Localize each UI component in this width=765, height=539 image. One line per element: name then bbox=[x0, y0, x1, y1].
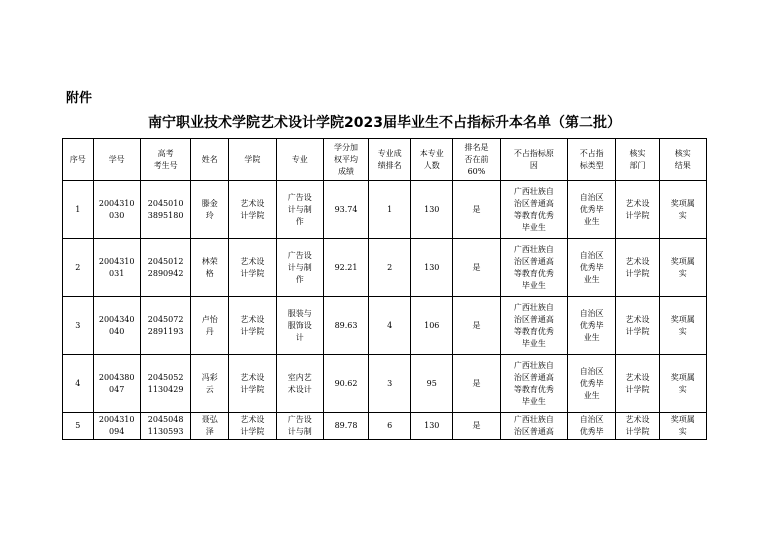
column-header-reason: 不占指标原 因 bbox=[500, 139, 567, 181]
column-header-major: 专业 bbox=[276, 139, 323, 181]
cell-reason: 广西壮族自 治区普通高 bbox=[500, 413, 567, 440]
column-header-student_no: 学号 bbox=[93, 139, 140, 181]
attachment-label: 附件 bbox=[66, 91, 93, 106]
cell-gpa: 93.74 bbox=[323, 181, 368, 239]
cell-rank: 6 bbox=[369, 413, 411, 440]
column-header-top60: 排名是 否在前 60% bbox=[453, 139, 500, 181]
cell-exam_no: 2045052 1130429 bbox=[140, 355, 191, 413]
cell-type: 自治区 优秀毕 bbox=[568, 413, 616, 440]
cell-top60: 是 bbox=[453, 239, 500, 297]
cell-major: 服装与 服饰设 计 bbox=[276, 297, 323, 355]
cell-name: 林荣 格 bbox=[191, 239, 229, 297]
cell-count: 95 bbox=[411, 355, 453, 413]
header-row bbox=[63, 139, 707, 181]
cell-gpa: 89.63 bbox=[323, 297, 368, 355]
cell-dept: 艺术设 计学院 bbox=[616, 355, 659, 413]
cell-exam_no: 2045048 1130593 bbox=[140, 413, 191, 440]
cell-type: 自治区 优秀毕 业生 bbox=[568, 239, 616, 297]
cell-name: 卢怡 丹 bbox=[191, 297, 229, 355]
cell-gpa: 92.21 bbox=[323, 239, 368, 297]
cell-result: 奖项属 实 bbox=[659, 355, 706, 413]
cell-dept: 艺术设 计学院 bbox=[616, 413, 659, 440]
cell-major: 广告设 计与制 作 bbox=[276, 181, 323, 239]
cell-seq: 5 bbox=[63, 413, 94, 440]
cell-top60: 是 bbox=[453, 413, 500, 440]
cell-rank: 1 bbox=[369, 181, 411, 239]
cell-student_no: 2004310 094 bbox=[93, 413, 140, 440]
table-row bbox=[63, 239, 707, 297]
cell-major: 室内艺 术设计 bbox=[276, 355, 323, 413]
cell-college: 艺术设 计学院 bbox=[229, 413, 276, 440]
cell-top60: 是 bbox=[453, 181, 500, 239]
cell-count: 130 bbox=[411, 181, 453, 239]
cell-result: 奖项属 实 bbox=[659, 297, 706, 355]
cell-major: 广告设 计与制 bbox=[276, 413, 323, 440]
cell-dept: 艺术设 计学院 bbox=[616, 297, 659, 355]
cell-rank: 4 bbox=[369, 297, 411, 355]
cell-student_no: 2004340 040 bbox=[93, 297, 140, 355]
cell-college: 艺术设 计学院 bbox=[229, 355, 276, 413]
cell-exam_no: 2045072 2891193 bbox=[140, 297, 191, 355]
cell-type: 自治区 优秀毕 业生 bbox=[568, 297, 616, 355]
cell-reason: 广西壮族自 治区普通高 等教育优秀 毕业生 bbox=[500, 297, 567, 355]
cell-result: 奖项属 实 bbox=[659, 239, 706, 297]
cell-college: 艺术设 计学院 bbox=[229, 239, 276, 297]
cell-top60: 是 bbox=[453, 297, 500, 355]
cell-reason: 广西壮族自 治区普通高 等教育优秀 毕业生 bbox=[500, 239, 567, 297]
column-header-type: 不占指 标类型 bbox=[568, 139, 616, 181]
column-header-exam_no: 高考 考生号 bbox=[140, 139, 191, 181]
cell-seq: 4 bbox=[63, 355, 94, 413]
cell-college: 艺术设 计学院 bbox=[229, 297, 276, 355]
cell-name: 滕金 玲 bbox=[191, 181, 229, 239]
cell-count: 130 bbox=[411, 239, 453, 297]
cell-exam_no: 2045010 3895180 bbox=[140, 181, 191, 239]
column-header-college: 学院 bbox=[229, 139, 276, 181]
cell-dept: 艺术设 计学院 bbox=[616, 239, 659, 297]
cell-top60: 是 bbox=[453, 355, 500, 413]
document-title: 南宁职业技术学院艺术设计学院2023届毕业生不占指标升本名单（第二批） bbox=[148, 115, 621, 131]
cell-rank: 3 bbox=[369, 355, 411, 413]
cell-result: 奖项属 实 bbox=[659, 181, 706, 239]
cell-result: 奖项属 实 bbox=[659, 413, 706, 440]
cell-gpa: 90.62 bbox=[323, 355, 368, 413]
column-header-result: 核实 结果 bbox=[659, 139, 706, 181]
column-header-seq: 序号 bbox=[63, 139, 94, 181]
cell-dept: 艺术设 计学院 bbox=[616, 181, 659, 239]
column-header-gpa: 学分加 权平均 成绩 bbox=[323, 139, 368, 181]
cell-name: 冯彩 云 bbox=[191, 355, 229, 413]
column-header-dept: 核实 部门 bbox=[616, 139, 659, 181]
column-header-rank: 专业成 绩排名 bbox=[369, 139, 411, 181]
cell-seq: 3 bbox=[63, 297, 94, 355]
cell-seq: 1 bbox=[63, 181, 94, 239]
cell-exam_no: 2045012 2890942 bbox=[140, 239, 191, 297]
cell-type: 自治区 优秀毕 业生 bbox=[568, 355, 616, 413]
cell-type: 自治区 优秀毕 业生 bbox=[568, 181, 616, 239]
cell-reason: 广西壮族自 治区普通高 等教育优秀 毕业生 bbox=[500, 181, 567, 239]
table-body bbox=[63, 181, 707, 440]
cell-gpa: 89.78 bbox=[323, 413, 368, 440]
cell-reason: 广西壮族自 治区普通高 等教育优秀 毕业生 bbox=[500, 355, 567, 413]
cell-rank: 2 bbox=[369, 239, 411, 297]
cell-student_no: 2004310 031 bbox=[93, 239, 140, 297]
column-header-name: 姓名 bbox=[191, 139, 229, 181]
cell-count: 106 bbox=[411, 297, 453, 355]
cell-student_no: 2004310 030 bbox=[93, 181, 140, 239]
table-row bbox=[63, 355, 707, 413]
column-header-count: 本专业 人数 bbox=[411, 139, 453, 181]
cell-seq: 2 bbox=[63, 239, 94, 297]
table-row bbox=[63, 297, 707, 355]
roster-table bbox=[62, 138, 707, 440]
table-row bbox=[63, 413, 707, 440]
cell-count: 130 bbox=[411, 413, 453, 440]
cell-name: 聂弘 泽 bbox=[191, 413, 229, 440]
table-row bbox=[63, 181, 707, 239]
cell-student_no: 2004380 047 bbox=[93, 355, 140, 413]
cell-college: 艺术设 计学院 bbox=[229, 181, 276, 239]
cell-major: 广告设 计与制 作 bbox=[276, 239, 323, 297]
